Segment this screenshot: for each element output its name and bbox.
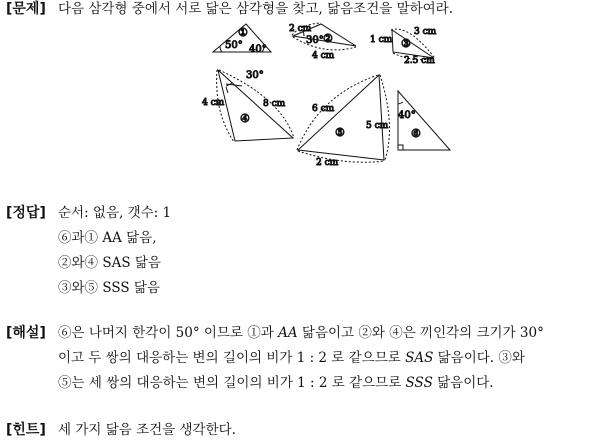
answer-line-4: ③와⑤ SSS 닮음 <box>58 280 160 296</box>
triangle-6 <box>398 91 450 150</box>
triangle-1-angle-b: 40° <box>249 44 267 55</box>
triangle-3-side-b: 3 cm <box>414 27 437 37</box>
problem-text: 다음 삼각형 중에서 서로 닮은 삼각형을 찾고, 닮음조건을 말하여라. <box>58 1 454 17</box>
answer-line-1: 순서: 없음, 갯수: 1 <box>58 205 172 221</box>
triangle-5-side-a: 6 cm <box>312 104 335 114</box>
triangle-4-number: ④ <box>240 112 250 125</box>
triangle-2 <box>289 23 356 61</box>
triangle-4-angle: 30° <box>246 70 264 81</box>
triangle-5-side-b: 5 cm <box>366 121 389 131</box>
explanation-line-1: ⑥은 나머지 한각이 50° 이므로 ①과 AA 닮음이고 ②와 ④은 끼인각의 크기가 30° <box>58 325 544 341</box>
hint-text: 세 가지 닮음 조건을 생각한다. <box>58 422 236 438</box>
explanation-tag: [해설] <box>6 325 46 341</box>
triangle-2-side-b: 4 cm <box>312 51 335 61</box>
triangle-4-side-a: 4 cm <box>202 98 225 108</box>
triangle-5 <box>297 75 389 168</box>
triangle-5-side-c: 2 cm <box>316 158 339 168</box>
triangle-4 <box>202 70 294 142</box>
triangle-3-number: ③ <box>401 37 411 50</box>
explanation-line-2: 이고 두 쌍의 대응하는 변의 길이의 비가 1 : 2 로 같으므로 SAS 닮음이다. ③와 <box>58 350 525 366</box>
triangle-1-angle-a: 50° <box>225 40 243 51</box>
triangle-2-side-a: 2 cm <box>289 24 312 34</box>
triangle-3 <box>370 27 437 66</box>
triangle-6-angle: 40° <box>398 110 416 121</box>
answer-line-3: ②와④ SAS 닮음 <box>58 255 161 271</box>
triangle-1-number: ① <box>238 26 248 39</box>
triangle-3-side-a: 1 cm <box>370 35 393 45</box>
triangle-4-side-b: 8 cm <box>263 99 286 109</box>
triangle-3-side-c: 2.5 cm <box>404 56 435 66</box>
triangle-6-number: ⑥ <box>411 127 421 140</box>
answer-line-2: ⑥과① AA 닮음, <box>58 230 157 246</box>
hint-tag: [힌트] <box>6 422 46 438</box>
triangle-1 <box>213 24 271 55</box>
explanation-line-3: ⑤는 세 쌍의 대응하는 변의 길이의 비가 1 : 2 로 같으므로 SSS 닮음이다. <box>58 375 494 391</box>
answer-tag: [정답] <box>6 205 46 221</box>
triangle-2-number: ② <box>323 32 333 45</box>
triangle-2-angle: 30° <box>306 35 324 46</box>
triangle-5-number: ⑤ <box>335 126 345 139</box>
problem-tag: [문제] <box>6 1 46 17</box>
